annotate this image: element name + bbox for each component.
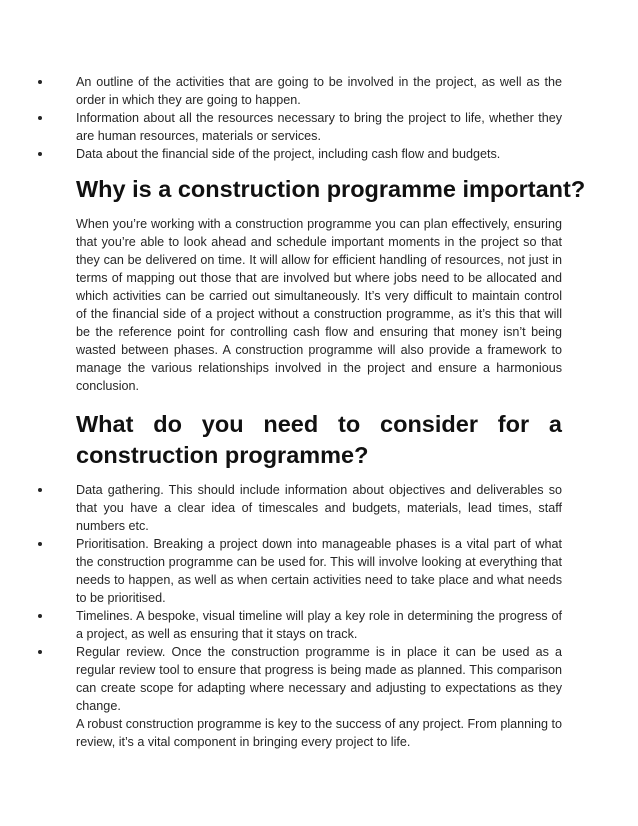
heading-line-2: construction programme? bbox=[76, 442, 369, 468]
list-item-text: An outline of the activities that are going to be involved in the project, as well as the order in which they are going to happen. bbox=[76, 75, 562, 107]
list-item bbox=[76, 73, 562, 109]
intro-bullet-list bbox=[76, 73, 562, 163]
list-item bbox=[76, 109, 562, 145]
list-item-text: Prioritisation. Breaking a project down into manageable phases is a vital part of what the construction programme can be used for. This will involve looking at everything that needs to happen, as well as when certain activities need to take place and what needs to be prioritised. bbox=[76, 537, 562, 605]
list-item bbox=[76, 643, 562, 715]
bullet-icon bbox=[38, 116, 42, 120]
bullet-icon bbox=[38, 488, 42, 492]
list-item-text: Information about all the resources necessary to bring the project to life, whether they are human resources, materials or services. bbox=[76, 111, 562, 143]
list-item-text: Data gathering. This should include information about objectives and deliverables so that you have a clear idea of timescales and budgets, materials, lead times, staff numbers etc. bbox=[76, 483, 562, 533]
section-heading-what bbox=[76, 409, 562, 471]
list-item bbox=[76, 145, 562, 163]
consider-bullet-list bbox=[76, 481, 562, 751]
list-item-text: Timelines. A bespoke, visual timeline will play a key role in determining the progress of a project, as well as ensuring that it stays on track. bbox=[76, 609, 562, 641]
list-item-text: Data about the financial side of the project, including cash flow and budgets. bbox=[76, 147, 501, 161]
paragraph: When you’re working with a construction programme you can plan effectively, ensuring that you’re able to look ahead and schedule important moments in the project so that they can be delivered on time. It will allow for efficient handling of resources, not just in terms of mapping out those that are involved but where jobs need to be allocated and which activities can be carried out simultaneously. It’s very difficult to maintain control of the financial side of a project without a construction programme, as it’s this that will be the reference point for controlling cash flow and ensuring that money isn’t being wasted between phases. A construction programme will also provide a framework to manage the various relationships involved in the project and ensure a harmonious conclusion. bbox=[76, 217, 562, 393]
list-item-text: Regular review. Once the construction programme is in place it can be used as a regular review tool to ensure that progress is being made as planned. This comparison can create scope for adapting where necessary and adjusting to expectations as they change. bbox=[76, 645, 562, 713]
bullet-icon bbox=[38, 542, 42, 546]
heading-line-1: What do you need to consider for a bbox=[76, 411, 562, 437]
closing-paragraph-item bbox=[76, 715, 562, 751]
bullet-icon bbox=[38, 80, 42, 84]
list-item bbox=[76, 481, 562, 535]
list-item bbox=[76, 607, 562, 643]
bullet-icon bbox=[38, 650, 42, 654]
bullet-icon bbox=[38, 614, 42, 618]
closing-paragraph: A robust construction programme is key to the success of any project. From planning to review, it’s a vital component in bringing every project to life. bbox=[76, 717, 562, 749]
list-item bbox=[76, 535, 562, 607]
section-why-body bbox=[76, 215, 562, 395]
bullet-icon bbox=[38, 152, 42, 156]
section-heading-why: Why is a construction programme important? bbox=[76, 176, 586, 202]
